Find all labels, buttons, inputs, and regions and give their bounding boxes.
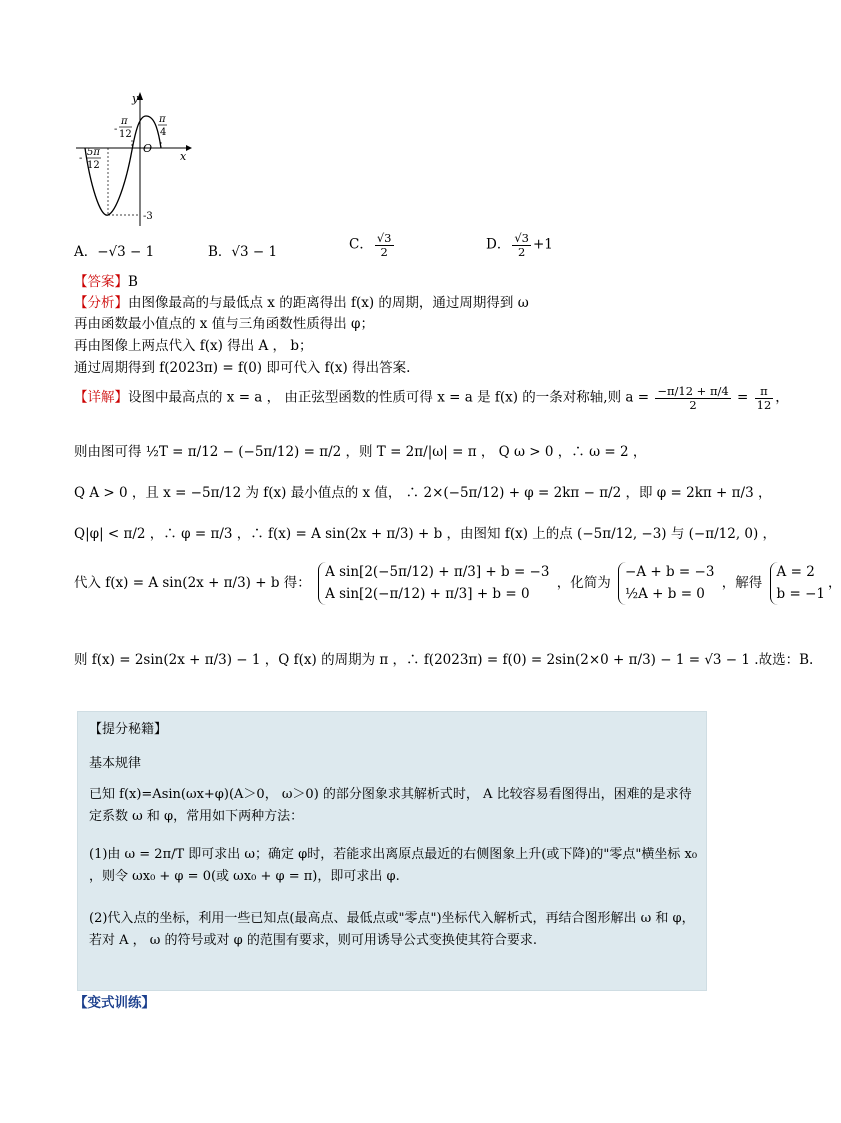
equation-system-1	[318, 562, 549, 605]
function-graph	[74, 88, 194, 228]
option-d-num: √3	[514, 231, 529, 245]
detail-tag: 【详解】	[74, 389, 128, 406]
answer-tag: 【答案】	[74, 274, 128, 290]
detail-line-4: Q|φ| < π/2 ，∴ φ = π/3 ，∴ f(x) = A sin(2x + π/3) + b ，由图知 f(x) 上的点 (−5π/12, −3) 与 (−π/12, 0) ，	[74, 526, 777, 542]
option-d[interactable]	[486, 232, 553, 258]
tips-subtitle: 基本规律	[89, 756, 142, 771]
option-d-tail: +1	[532, 236, 553, 253]
simplified-1: −A + b = −3	[625, 564, 715, 580]
option-a-label: A．	[74, 244, 98, 260]
analysis-line-2: 再由函数最小值点的 x 值与三角函数性质得出 φ；	[74, 316, 374, 332]
detail-l5-a: 代入 f(x) = A sin(2x + π/3) + b 得：	[74, 575, 311, 592]
detail-l5-b: ，化简为	[556, 575, 611, 592]
x-axis-label: x	[180, 150, 187, 163]
detail-line-6: 则 f(x) = 2sin(2x + π/3) − 1 ，Q f(x) 的周期为 π ，∴ f(2023π) = f(0) = 2sin(2×0 + π/3) − 1 = √3 − 1 .故选：B.	[74, 652, 814, 668]
option-a-text: −√3 − 1	[97, 244, 155, 260]
tips-paragraph-1: 已知 f(x)=Asin(ωx+φ)(A＞0， ω＞0) 的部分图象求其解析式时， A 比较容易看图得出，困难的是求待定系数 ω 和 φ，常用如下两种方法：	[89, 787, 692, 824]
detail-l1-rn: π	[755, 385, 774, 399]
detail-line-3: Q A > 0 ，且 x = −5π/12 为 f(x) 最小值点的 x 值， ∴ 2×(−5π/12) + φ = 2kπ − π/2 ，即 φ = 2kπ + π/3 ，	[74, 485, 772, 501]
tick-5pi-12-den: 12	[87, 160, 100, 171]
analysis-text-1: 由图像最高的与最低点 x 的距离得出 f(x) 的周期，通过周期得到 ω	[128, 295, 529, 311]
detail-l5-c: ，解得	[721, 575, 763, 592]
option-c-den: 2	[380, 244, 388, 259]
tips-paragraph-3: (2)代入点的坐标，利用一些已知点(最高点、最低点或"零点")坐标代入解析式，再结合图形解出 ω 和 φ，若对 A ， ω 的符号或对 φ 的范围有要求，则可用诱导公式变换使其符合要求.	[89, 911, 695, 948]
answer-line	[74, 270, 138, 290]
option-c-num: √3	[376, 231, 392, 245]
equation-1: A sin[2(−5π/12) + π/3] + b = −3	[325, 564, 550, 580]
option-d-label: D．	[486, 236, 511, 253]
analysis-line-4: 通过周期得到 f(2023π) = f(0) 即可代入 f(x) 得出答案.	[74, 360, 411, 376]
x-axis-arrow	[186, 145, 192, 151]
detail-l1-den: 2	[689, 397, 697, 412]
detail-line-1	[74, 385, 789, 411]
origin-label: O	[143, 142, 153, 155]
simplified-2: ½A + b = 0	[625, 585, 705, 602]
analysis-line-1	[74, 291, 529, 311]
tips-paragraph-2: (1)由 ω = 2π/T 即可求出 ω；确定 φ时，若能求出离原点最近的右侧图象上升(或下降)的"零点"横坐标 x₀ ，则令 ωx₀ + φ = 0(或 ωx₀ + φ = π)，即可求出 φ.	[89, 847, 698, 884]
option-c-label: C．	[349, 236, 373, 253]
analysis-tag: 【分析】	[74, 295, 128, 311]
detail-l5-d: ，	[827, 575, 841, 592]
tips-title: 【提分秘籍】	[89, 722, 168, 737]
detail-line-2: 则由图可得 ½T = π/12 − (−5π/12) = π/2 ，则 T = 2π/|ω| = π ， Q ω > 0 ，∴ ω = 2 ，	[74, 444, 647, 460]
tips-box	[77, 711, 707, 991]
option-a[interactable]	[74, 240, 154, 260]
equation-2: A sin[2(−π/12) + π/3] + b = 0	[325, 585, 530, 602]
answer-options	[74, 232, 724, 268]
tick-neg-pi-12-minus: -	[114, 124, 118, 135]
equation-system-3	[770, 562, 825, 605]
detail-l1-eq: =	[737, 389, 749, 406]
equation-system-2	[618, 562, 714, 605]
tick-pi-4-den: 4	[160, 127, 167, 138]
tick-5pi-12-minus: -	[79, 153, 83, 164]
option-b-text: √3 − 1	[231, 244, 278, 260]
option-b[interactable]	[208, 240, 277, 260]
option-d-den: 2	[517, 244, 526, 259]
tick-5pi-12-num: 5π	[87, 147, 100, 158]
tick-pi-4-num: π	[159, 114, 166, 125]
detail-l1-num: −π/12 + π/4	[657, 384, 729, 398]
result-2: b = −1	[776, 585, 825, 602]
analysis-line-3: 再由图像上两点代入 f(x) 得出 A ， b；	[74, 338, 313, 354]
detail-l1-rd: 12	[756, 397, 772, 412]
answer-value: B	[128, 274, 138, 290]
detail-l1-end: ，	[775, 389, 789, 406]
option-c[interactable]	[349, 232, 396, 258]
tick-neg-pi-12-den: 12	[119, 129, 132, 140]
y-axis-label: y	[132, 92, 139, 105]
detail-text-1: 设图中最高点的 x = a ， 由正弦型函数的性质可得 x = a 是 f(x) 的一条对称轴,则 a =	[128, 389, 650, 406]
min-value-label: -3	[143, 211, 153, 222]
tick-neg-pi-12-num: π	[121, 116, 128, 127]
detail-line-5	[74, 562, 841, 605]
result-1: A = 2	[776, 564, 815, 580]
option-b-label: B．	[208, 244, 232, 260]
variant-training-title: 【变式训练】	[74, 995, 155, 1011]
